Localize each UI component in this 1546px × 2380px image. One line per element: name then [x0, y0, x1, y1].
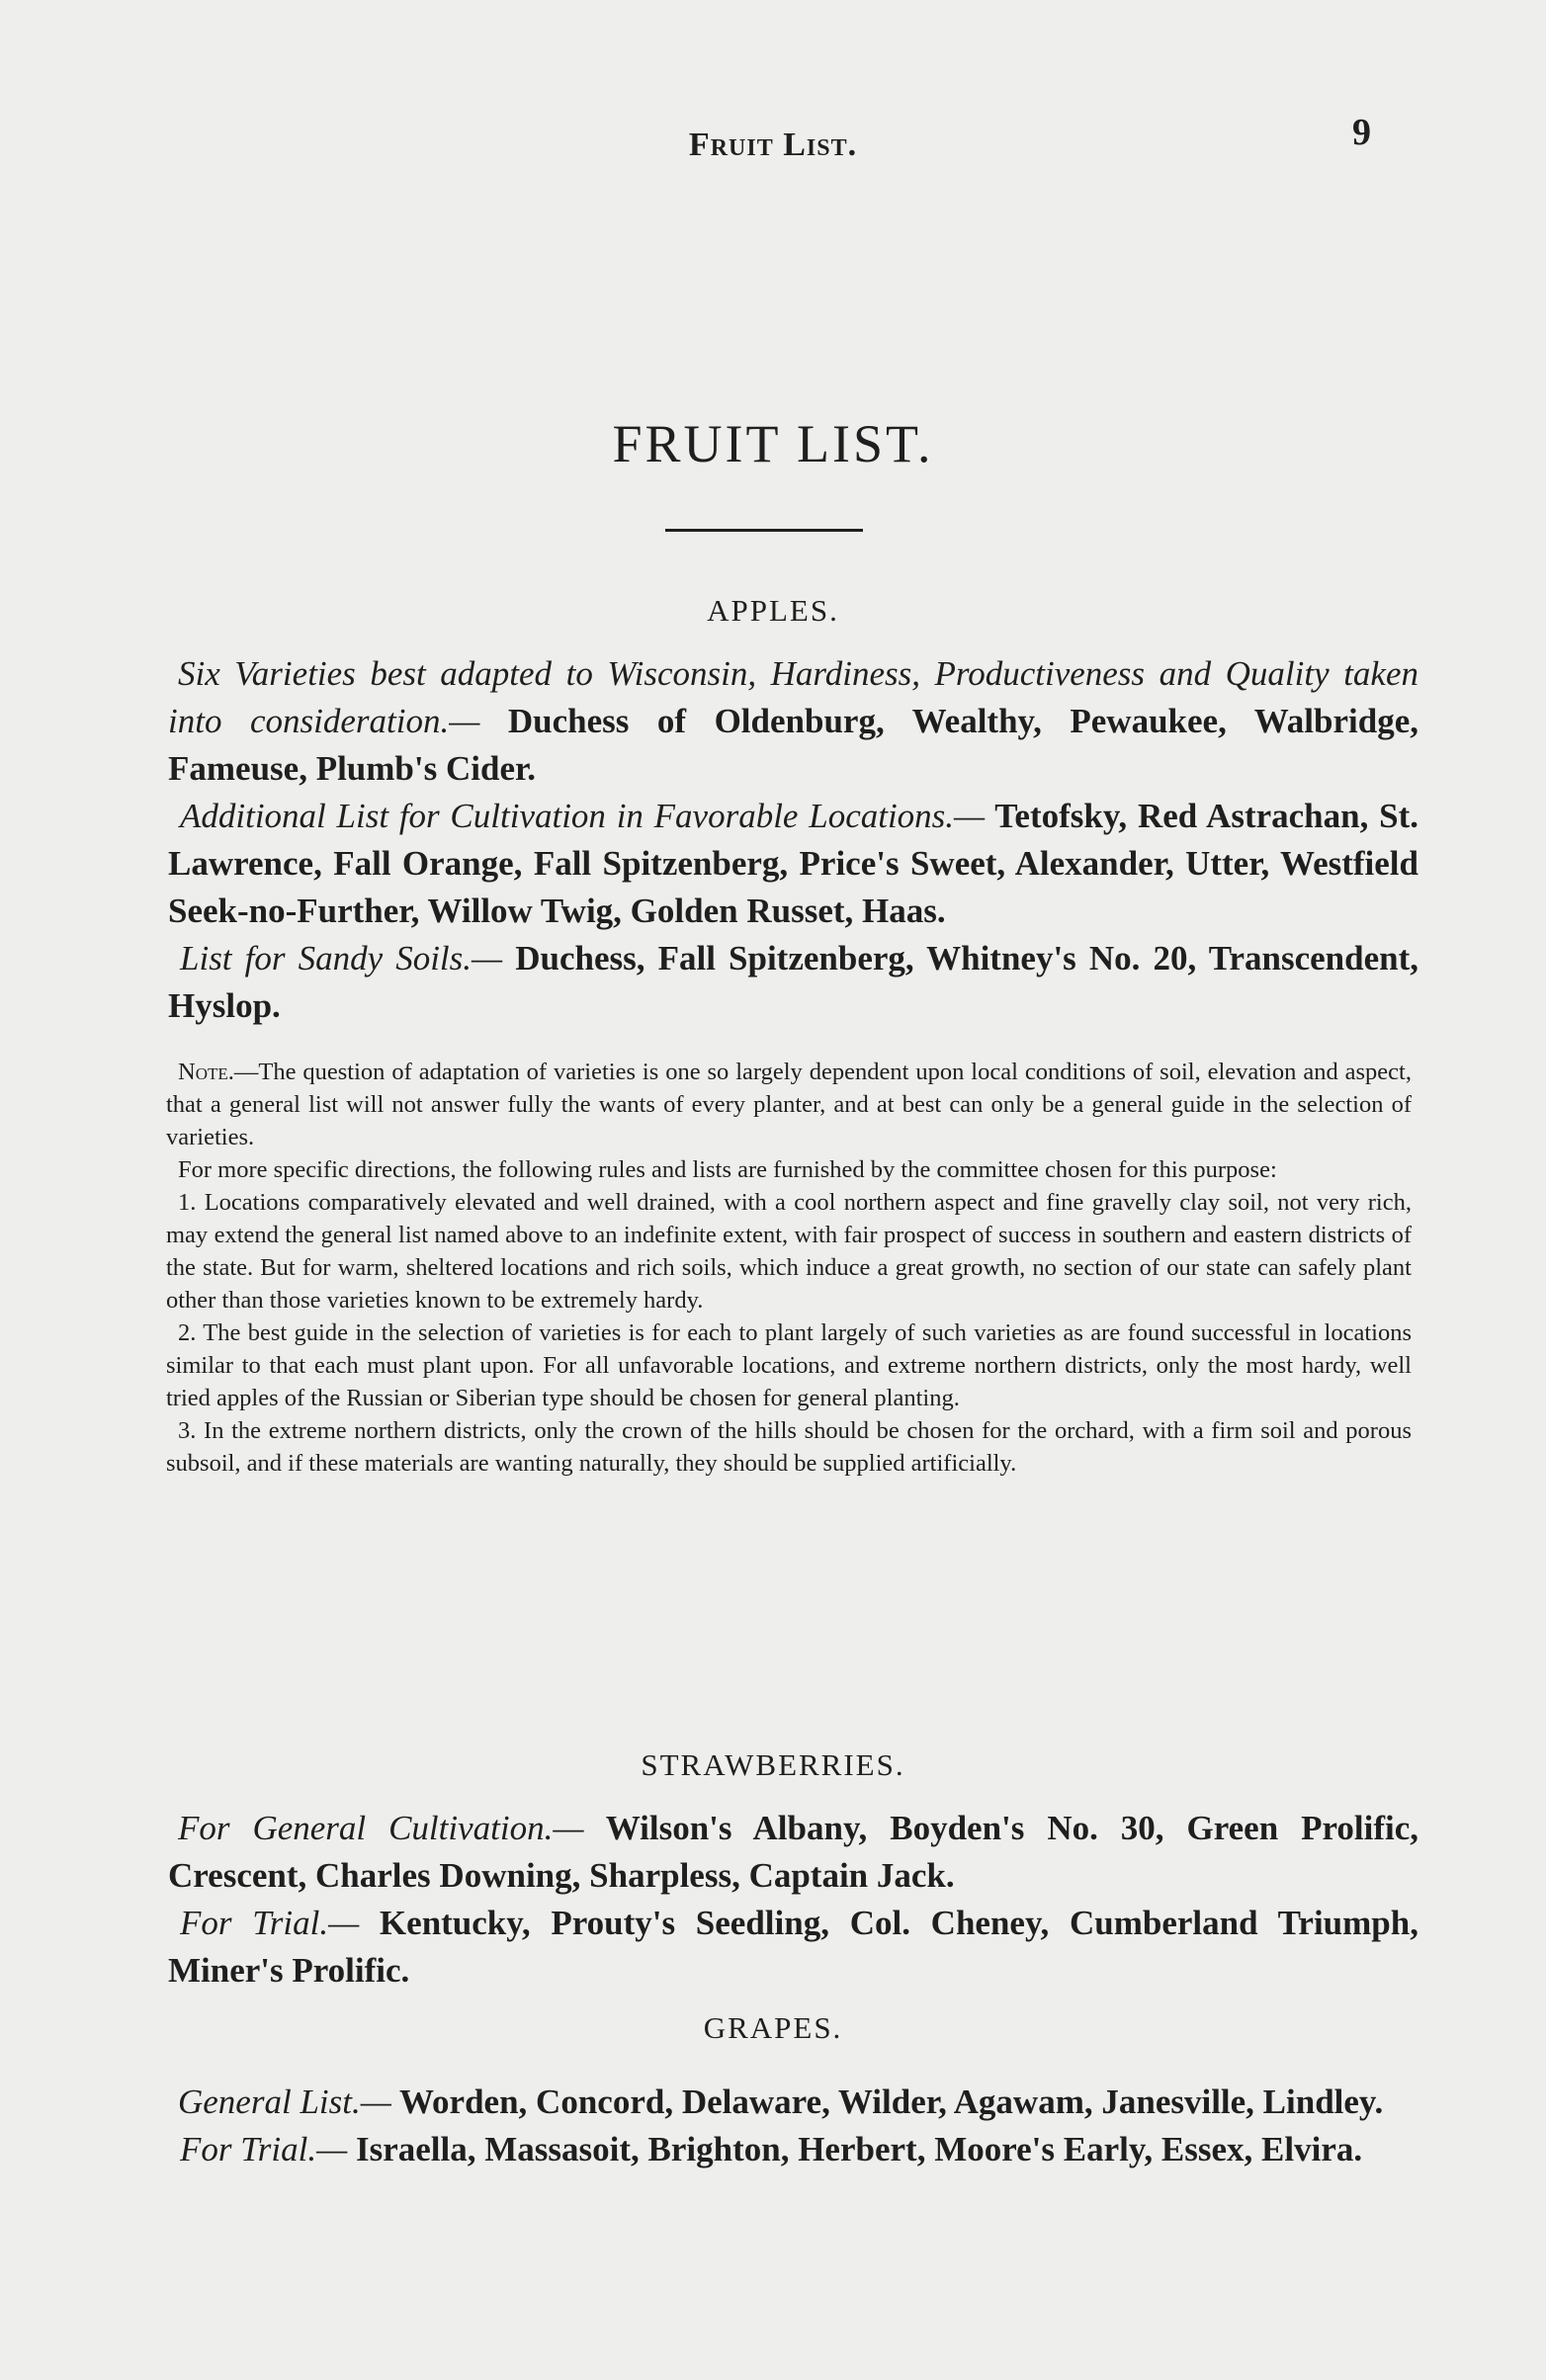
page-title: FRUIT LIST.	[612, 414, 934, 473]
note-rule-2: 2. The best guide in the selection of varieties is for each to plant largely of such varieties as are found successful in locations similar to that each must plant upon. For all unfavorable locations, and extreme northern districts, only the most hardy, well tried apples of the Russian or Siberian type should be chosen for general planting.	[166, 1319, 1412, 1411]
strawberries-entry-lead: For General Cultivation.—	[178, 1809, 584, 1847]
grapes-heading: GRAPES.	[703, 2010, 843, 2045]
note-block	[166, 1056, 1412, 1480]
note-paragraph-text: The question of adaptation of varieties is one so largely dependent upon local conditions of soil, elevation and aspect, that a general list will not answer fully the wants of every planter, and at best can only be a general guide in the selection of varieties.	[166, 1059, 1412, 1150]
note-rule-1: 1. Locations comparatively elevated and well drained, with a cool northern aspect and fine gravelly clay soil, not very rich, may extend the general list named above to an indefinite extent, with fair prospect of success in southern and eastern districts of the state. But for warm, sheltered locations and rich soils, which induce a great growth, no section of our state can safely plant other than those varieties known to be extremely hardy.	[166, 1189, 1412, 1314]
apples-entry-lead: Six Varieties best adapted to Wisconsin, Hardiness, Productiveness and Quality taken into consideration.—	[168, 654, 1418, 740]
strawberries-entry	[168, 1805, 1418, 1900]
note-paragraph	[166, 1056, 1412, 1153]
strawberries-entry-text: Wilson's Albany, Boyden's No. 30, Green Prolific, Crescent, Charles Downing, Sharpless, Captain Jack.	[168, 1809, 1418, 1895]
apples-entry-lead: List for Sandy Soils.—	[180, 939, 503, 978]
strawberries-lists	[168, 1805, 1418, 1995]
note-label: Note.—	[178, 1059, 259, 1085]
apples-entry	[168, 650, 1418, 793]
apples-entry	[168, 793, 1418, 935]
grapes-entry-text: Israella, Massasoit, Brighton, Herbert, Moore's Early, Essex, Elvira.	[347, 2130, 1363, 2168]
apples-entry-text: Duchess of Oldenburg, Wealthy, Pewaukee, Walbridge, Fameuse, Plumb's Cider.	[168, 702, 1418, 788]
apples-heading: APPLES.	[707, 593, 839, 628]
title-rule	[665, 529, 863, 532]
apples-entry-text: Tetofsky, Red Astrachan, St. Lawrence, Fall Orange, Fall Spitzenberg, Price's Sweet, Alexander, Utter, Westfield Seek-no-Further, Willow Twig, Golden Russet, Haas.	[168, 797, 1418, 930]
grapes-entry	[168, 2126, 1418, 2173]
grapes-entry-lead: General List.—	[178, 2082, 391, 2121]
note-paragraph: For more specific directions, the following rules and lists are furnished by the committee chosen for this purpose:	[178, 1156, 1277, 1183]
apples-entry-text: Duchess, Fall Spitzenberg, Whitney's No. 20, Transcendent, Hyslop.	[168, 939, 1418, 1025]
apples-entry	[168, 935, 1418, 1030]
grapes-entry-lead: For Trial.—	[180, 2130, 348, 2168]
grapes-entry-text: Worden, Concord, Delaware, Wilder, Agawam, Janesville, Lindley.	[390, 2082, 1384, 2121]
strawberries-entry-text: Kentucky, Prouty's Seedling, Col. Cheney, Cumberland Triumph, Miner's Prolific.	[168, 1904, 1418, 1990]
grapes-lists	[168, 2079, 1418, 2173]
strawberries-entry-lead: For Trial.—	[180, 1904, 360, 1942]
running-head: Fruit List.	[688, 127, 858, 163]
apples-entry-lead: Additional List for Cultivation in Favorable Locations.—	[180, 797, 986, 835]
page-number: 9	[1352, 112, 1371, 153]
strawberries-entry	[168, 1900, 1418, 1995]
note-rule-3: 3. In the extreme northern districts, only the crown of the hills should be chosen for the orchard, with a firm soil and porous subsoil, and if these materials are wanting naturally, they should be supplied artificially.	[166, 1417, 1412, 1477]
apples-lists	[168, 650, 1418, 1030]
grapes-entry	[168, 2079, 1418, 2126]
strawberries-heading: STRAWBERRIES.	[641, 1747, 905, 1782]
